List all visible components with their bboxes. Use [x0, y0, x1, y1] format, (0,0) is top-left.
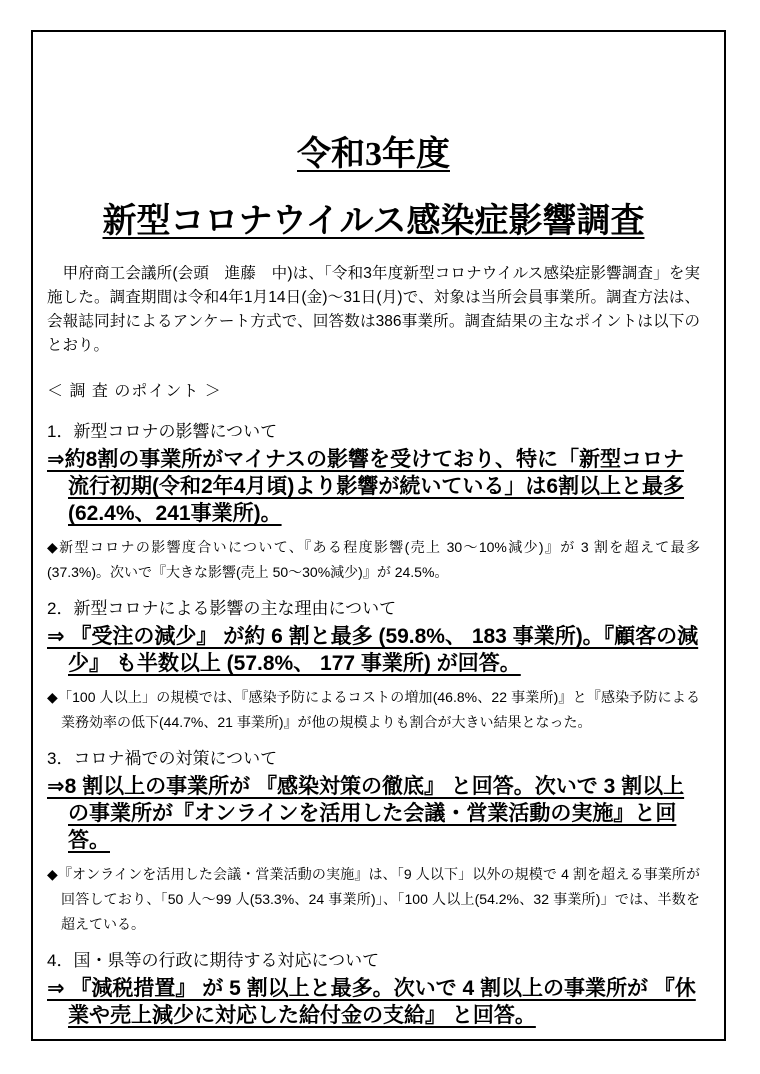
section-3-summary: ⇒8 割以上の事業所が 『感染対策の徹底』 と回答。次いで 3 割以上の事業所が『オンラインを活用した会議・営業活動の実施』と回答。	[47, 775, 685, 852]
document-title-year	[47, 136, 700, 174]
section-2-summary: ⇒ 『受注の減少』 が約 6 割と最多 (59.8%、 183 事業所)。『顧客の減少』 も半数以上 (57.8%、 177 事業所) が回答。	[47, 625, 699, 675]
survey-points-label: ＜ 調 査 のポイント ＞	[47, 383, 222, 400]
section-2-note: ◆「100 人以上」の規模では、『感染予防によるコストの増加(46.8%、22 事業所)』と『感染予防による業務効率の低下(44.7%、21 事業所)』が他の規模よりも割合が大きい結果となった。	[47, 689, 700, 730]
section-4-summary: ⇒ 『減税措置』 が 5 割以上と最多。次いで 4 割以上の事業所が 『休業や売上減少に対応した給付金の支給』 と回答。	[47, 977, 696, 1027]
section-1-summary: ⇒約8割の事業所がマイナスの影響を受けており、特に「新型コロナ流行初期(令和2年4月頃)より影響が続いている」は6割以上と最多(62.4%、241事業所)。	[47, 448, 685, 525]
section-impact-reasons	[47, 598, 700, 735]
document-title-year-text: 令和3年度	[297, 136, 450, 173]
section-government-expectations	[47, 950, 700, 1029]
section-3-note: ◆『オンラインを活用した会議・営業活動の実施』は、「9 人以下」以外の規模で 4 割を超える事業所が回答しており、「50 人～99 人(53.3%、24 事業所)」、「100 人以上(54.2%、32 事業所)」では、半数を超えている。	[47, 866, 700, 932]
document-title-main-text: 新型コロナウイルス感染症影響調査	[102, 203, 645, 240]
section-3-heading: 3．コロナ禍での対策について	[47, 749, 278, 768]
section-4-heading: 4．国・県等の行政に期待する対応について	[47, 951, 380, 970]
section-covid-impact	[47, 421, 700, 585]
page-border-frame	[31, 30, 726, 1041]
intro-paragraph: 甲府商工会議所(会頭 進藤 中)は、「令和3年度新型コロナウイルス感染症影響調査」を実施した。調査期間は令和4年1月14日(金)～31日(月)で、対象は当所会員事業所。調査方法は、会報誌同封によるアンケート方式で、回答数は386事業所。調査結果の主なポイントは以下のとおり。	[47, 265, 700, 354]
section-countermeasures	[47, 748, 700, 937]
section-1-heading: 1．新型コロナの影響について	[47, 422, 278, 441]
document-title-main	[47, 201, 700, 243]
section-2-heading: 2．新型コロナによる影響の主な理由について	[47, 599, 397, 618]
section-1-note: ◆新型コロナの影響度合いについて、『ある程度影響(売上 30～10%減少)』が 3 割を超えて最多(37.3%)。次いで『大きな影響(売上 50～30%減少)』が 24.5%。	[47, 539, 700, 580]
